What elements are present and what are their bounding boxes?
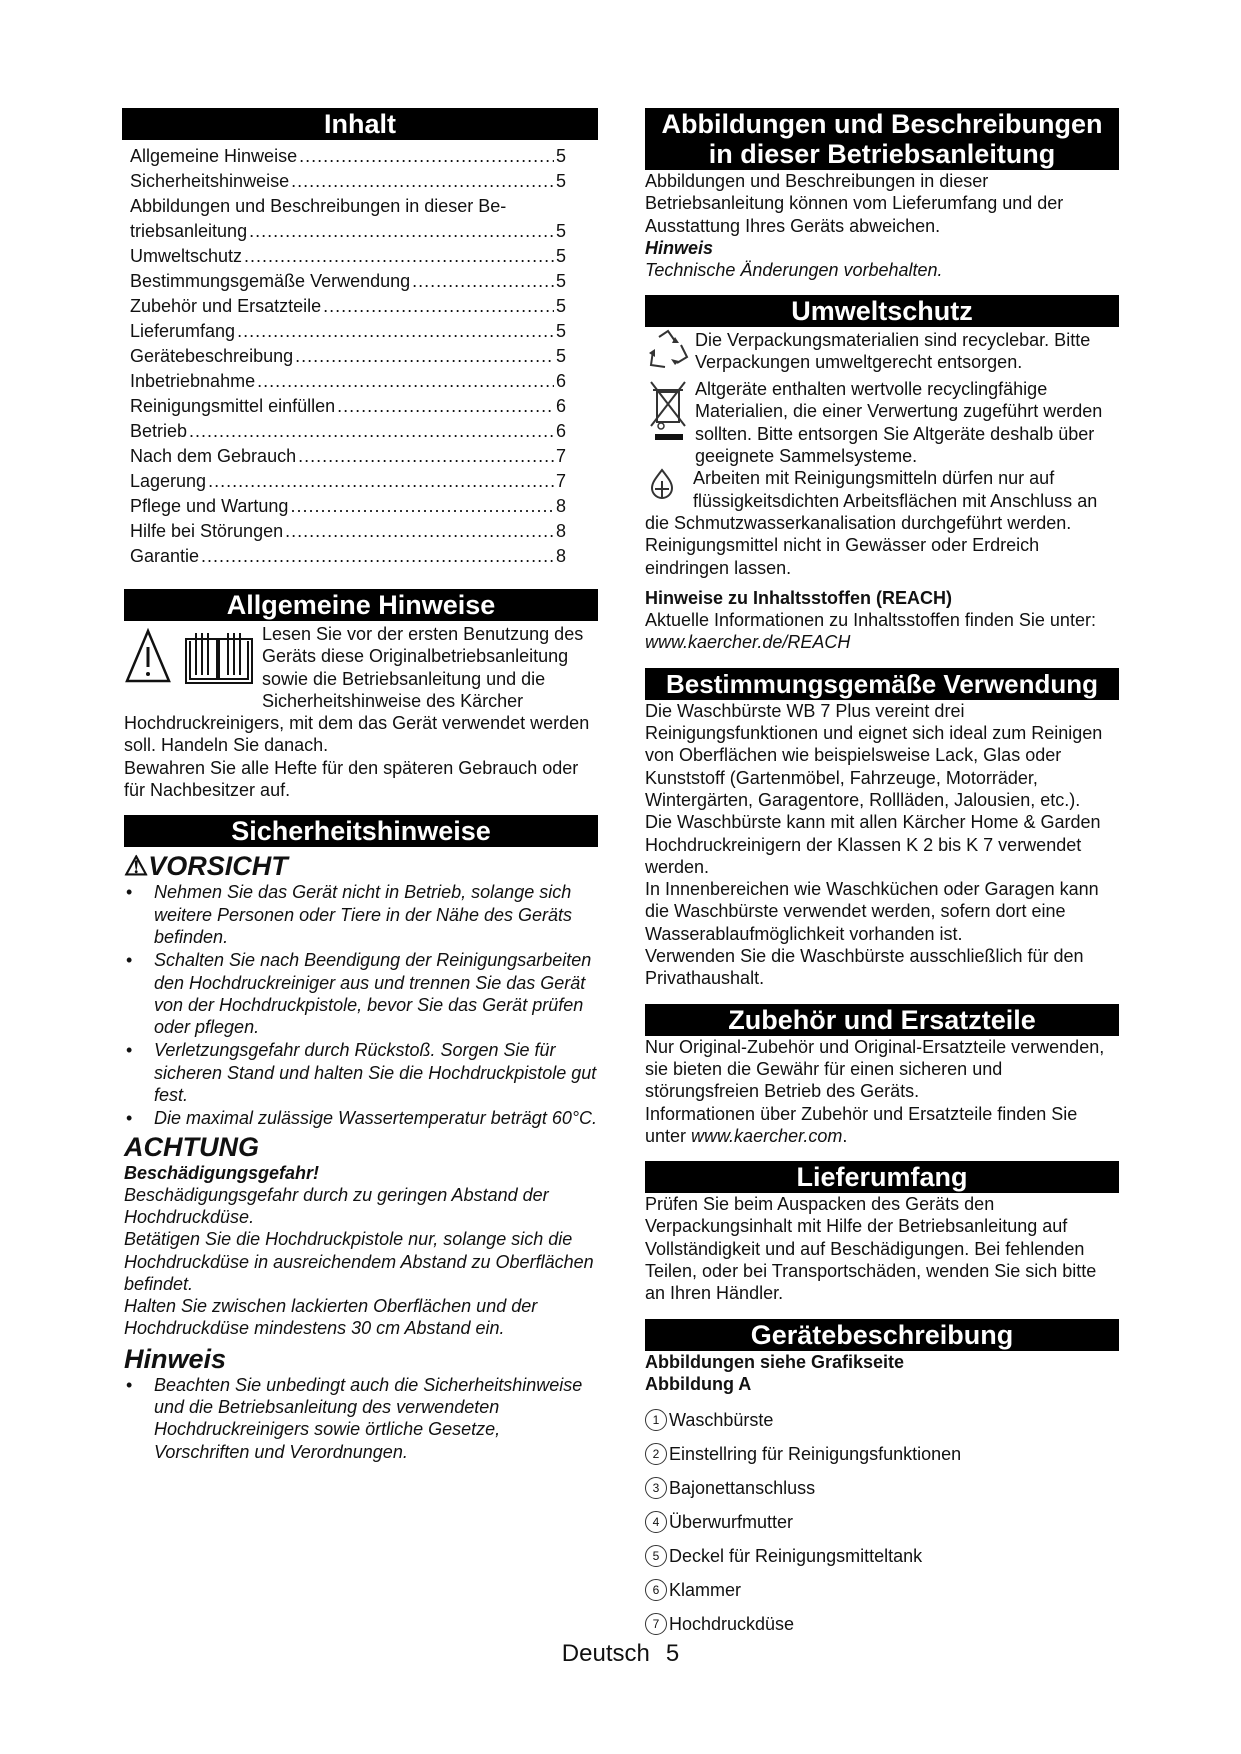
water-protection-icon xyxy=(645,467,693,505)
toc-item[interactable]: Allgemeine Hinweise ..... 5 xyxy=(130,144,566,169)
number-circle-icon: 6 xyxy=(645,1579,667,1601)
weee-text: Altgeräte enthalten wertvolle recyclingfähige Materialien, die einer Verwertung zugeführt werden sollten. Bitte entsorgen Sie Altgeräte deshalb über geeignete Sammelsysteme. xyxy=(695,379,1103,467)
warning-triangle-book-icon xyxy=(124,625,258,691)
section-allgemeine-hinweise xyxy=(124,589,598,801)
number-circle-icon: 3 xyxy=(645,1477,667,1499)
bestimmung-text: Verwenden Sie die Waschbürste ausschließlich für den Privathaushalt. xyxy=(645,946,1084,989)
section-heading: Umweltschutz xyxy=(645,295,1119,327)
section-sicherheitshinweise xyxy=(124,815,598,1463)
number-circle-icon: 2 xyxy=(645,1443,667,1465)
zubehoer-text: Nur Original-Zubehör und Original-Ersatzteile verwenden, sie bieten die Gewähr für einen sicheren und störungsfreien Betrieb des Geräts. xyxy=(645,1036,1105,1102)
section-heading: Allgemeine Hinweise xyxy=(124,589,598,621)
section-lieferumfang xyxy=(645,1161,1119,1304)
toc-item[interactable]: Hilfe bei Störungen ..... 8 xyxy=(130,519,566,544)
section-zubehoer xyxy=(645,1004,1119,1147)
bestimmung-text: Die Waschbürste kann mit allen Kärcher Home & Garden Hochdruckreinigern der Klassen K 2 bis K 7 verwendet werden. xyxy=(645,812,1101,877)
number-circle-icon: 7 xyxy=(645,1613,667,1635)
number-circle-icon: 4 xyxy=(645,1511,667,1533)
list-item: • Schalten Sie nach Beendigung der Reinigungsarbeiten den Hochdruckreiniger aus und trennen Sie das Gerät von der Hochdruckpistole, bevor Sie das Gerät prüfen oder pflegen. xyxy=(124,949,598,1038)
reach-heading: Hinweise zu Inhaltsstoffen (REACH) xyxy=(645,587,953,608)
section-heading: Bestimmungsgemäße Verwendung xyxy=(645,668,1119,700)
list-item: • Beachten Sie unbedingt auch die Sicherheitshinweise und die Betriebsanleitung des verwendeten Hochdruckreinigers sowie örtliche Gesetze, Vorschriften und Verordnungen. xyxy=(124,1374,598,1463)
hinweis-label: Hinweis xyxy=(645,237,714,258)
section-heading: Lieferumfang xyxy=(645,1161,1119,1193)
achtung-text: Halten Sie zwischen lackierten Oberflächen und der Hochdruckdüse mindestens 30 cm Abstand ein. xyxy=(124,1296,538,1339)
right-column xyxy=(645,108,1119,1641)
water-text: Arbeiten mit Reinigungsmitteln dürfen nur auf flüssigkeitsdichten Arbeitsflächen mit Anschluss an die Schmutzwasserkanalisation durchgeführt werden. Reinigungsmittel nicht in Gewässer oder Erdreich eindringen lassen. xyxy=(645,468,1098,578)
left-column xyxy=(124,108,598,1464)
achtung-text: Betätigen Sie die Hochdruckpistole nur, solange sich die Hochdruckdüse in ausreichendem Abstand zu Oberflächen befindet. xyxy=(124,1229,594,1294)
page-footer xyxy=(0,1640,1241,1668)
toc-item[interactable]: Nach dem Gebrauch ..... 7 xyxy=(130,444,566,469)
hinweis-list xyxy=(124,1374,598,1463)
zubehoer-text-2: Informationen über Zubehör und Ersatzteile finden Sie unter www.kaercher.com. xyxy=(645,1103,1078,1146)
list-item: • Nehmen Sie das Gerät nicht in Betrieb, solange sich weitere Personen oder Tiere in der Nähe des Geräts befinden. xyxy=(124,881,598,948)
kaercher-link[interactable]: www.kaercher.com xyxy=(691,1125,843,1146)
vorsicht-heading: ⚠VORSICHT xyxy=(124,851,288,882)
vorsicht-list xyxy=(124,881,598,1129)
allgemeine-text: Lesen Sie vor der ersten Benutzung des Geräts diese Originalbetriebsanleitung sowie die Betriebsanleitung und die Sicherheitshinweise des Kärcher Hochdruckreinigers, mit dem das Gerät verwendet werden soll. Handeln Sie danach. xyxy=(124,624,590,756)
toc-item[interactable]: Umweltschutz ..... 5 xyxy=(130,244,566,269)
recycling-text: Die Verpackungsmaterialien sind recyclebar. Bitte Verpackungen umweltgerecht entsorgen. xyxy=(695,330,1091,373)
bestimmung-text: Die Waschbürste WB 7 Plus vereint drei Reinigungsfunktionen und eignet sich ideal zum Reinigen von Oberflächen wie beispielsweise Lack, Glas oder Kunststoff (Gartenmöbel, Fahrzeuge, Motorräder, Wintergärten, Garagentore, Rollläden, Jalousien, etc.). xyxy=(645,700,1103,810)
list-item: 3 Bajonettanschluss xyxy=(645,1471,1119,1505)
reach-link[interactable]: www.kaercher.de/REACH xyxy=(645,632,851,653)
page-number: 5 xyxy=(665,1640,680,1667)
section-heading: Zubehör und Ersatzteile xyxy=(645,1004,1119,1036)
abbildungen-text: Abbildungen und Beschreibungen in dieser Betriebsanleitung können vom Lieferumfang und der Ausstattung Ihres Geräts abweichen. xyxy=(645,171,1064,236)
toc-item[interactable]: Pflege und Wartung ..... 8 xyxy=(130,494,566,519)
toc-item[interactable]: Lagerung ..... 7 xyxy=(130,469,566,494)
list-item: 1 Waschbürste xyxy=(645,1403,1119,1437)
list-item: 2 Einstellring für Reinigungsfunktionen xyxy=(645,1437,1119,1471)
liefer-text: Prüfen Sie beim Auspacken des Geräts den Verpackungsinhalt mit Hilfe der Betriebsanleitung auf Vollständigkeit und auf Beschädigungen. Bei fehlenden Teilen, oder bei Transportschäden, wenden Sie sich bitte an Ihren Händler. xyxy=(645,1194,1097,1304)
list-item: • Die maximal zulässige Wassertemperatur beträgt 60°C. xyxy=(124,1107,598,1129)
section-heading: Sicherheitshinweise xyxy=(124,815,598,847)
section-heading: Gerätebeschreibung xyxy=(645,1319,1119,1351)
achtung-text: Beschädigungsgefahr durch zu geringen Abstand der Hochdruckdüse. xyxy=(124,1184,549,1227)
number-circle-icon: 5 xyxy=(645,1545,667,1567)
toc-item[interactable]: Sicherheitshinweise ..... 5 xyxy=(130,169,566,194)
list-item: 5 Deckel für Reinigungsmitteltank xyxy=(645,1539,1119,1573)
footer-language: Deutsch xyxy=(561,1640,650,1667)
warning-manual-icons xyxy=(124,625,258,691)
section-umweltschutz xyxy=(645,295,1119,654)
achtung-subheading: Beschädigungsgefahr! xyxy=(124,1162,320,1183)
geraet-subheading-2: Abbildung A xyxy=(645,1373,752,1394)
toc-item[interactable]: Inbetriebnahme ..... 6 xyxy=(130,369,566,394)
weee-bin-icon xyxy=(645,378,695,467)
toc-heading: Inhalt xyxy=(122,108,598,140)
list-item: 4 Überwurfmutter xyxy=(645,1505,1119,1539)
hinweis-text: Technische Änderungen vorbehalten. xyxy=(645,259,943,280)
toc-item[interactable]: Betrieb ..... 6 xyxy=(130,419,566,444)
reach-text: Aktuelle Informationen zu Inhaltsstoffen finden Sie unter: www.kaercher.de/REACH xyxy=(645,610,1096,653)
geraet-subheading: Abbildungen siehe Grafikseite xyxy=(645,1351,905,1372)
toc-item[interactable]: Garantie ..... 8 xyxy=(130,544,566,569)
section-bestimmung xyxy=(645,668,1119,990)
list-item: • Verletzungsgefahr durch Rückstoß. Sorgen Sie für sicheren Stand und halten Sie die Hochdruckpistole gut fest. xyxy=(124,1039,598,1106)
component-list xyxy=(645,1403,1119,1641)
list-item: 6 Klammer xyxy=(645,1573,1119,1607)
number-circle-icon: 1 xyxy=(645,1409,667,1431)
toc-item[interactable]: Gerätebeschreibung ..... 5 xyxy=(130,344,566,369)
allgemeine-text-2: Bewahren Sie alle Hefte für den späteren Gebrauch oder für Nachbesitzer auf. xyxy=(124,757,579,801)
section-heading: Abbildungen und Beschreibungen in dieser Betriebsanleitung xyxy=(645,108,1119,170)
toc-item-wrapped-line1[interactable]: Abbildungen und Beschreibungen in dieser Be- xyxy=(130,196,507,216)
section-geraetebeschreibung xyxy=(645,1319,1119,1642)
toc-item[interactable]: Lieferumfang ..... 5 xyxy=(130,319,566,344)
toc-item[interactable]: Reinigungsmittel einfüllen ..... 6 xyxy=(130,394,566,419)
bestimmung-text: In Innenbereichen wie Waschküchen oder Garagen kann die Waschbürste verwendet werden, sofern dort eine Wasserablaufmöglichkeit vorhanden ist. xyxy=(645,879,1099,944)
table-of-contents xyxy=(130,144,566,569)
section-abbildungen xyxy=(645,108,1119,281)
toc-item[interactable]: triebsanleitung ..... 5 xyxy=(130,219,566,244)
toc-item[interactable]: Zubehör und Ersatzteile ..... 5 xyxy=(130,294,566,319)
warning-triangle-icon: ⚠ xyxy=(124,851,149,882)
hinweis-heading: Hinweis xyxy=(124,1343,227,1374)
list-item: 7 Hochdruckdüse xyxy=(645,1607,1119,1641)
toc-item[interactable]: Bestimmungsgemäße Verwendung ..... 5 xyxy=(130,269,566,294)
recycling-icon xyxy=(645,329,695,378)
achtung-heading: ACHTUNG xyxy=(124,1131,259,1162)
